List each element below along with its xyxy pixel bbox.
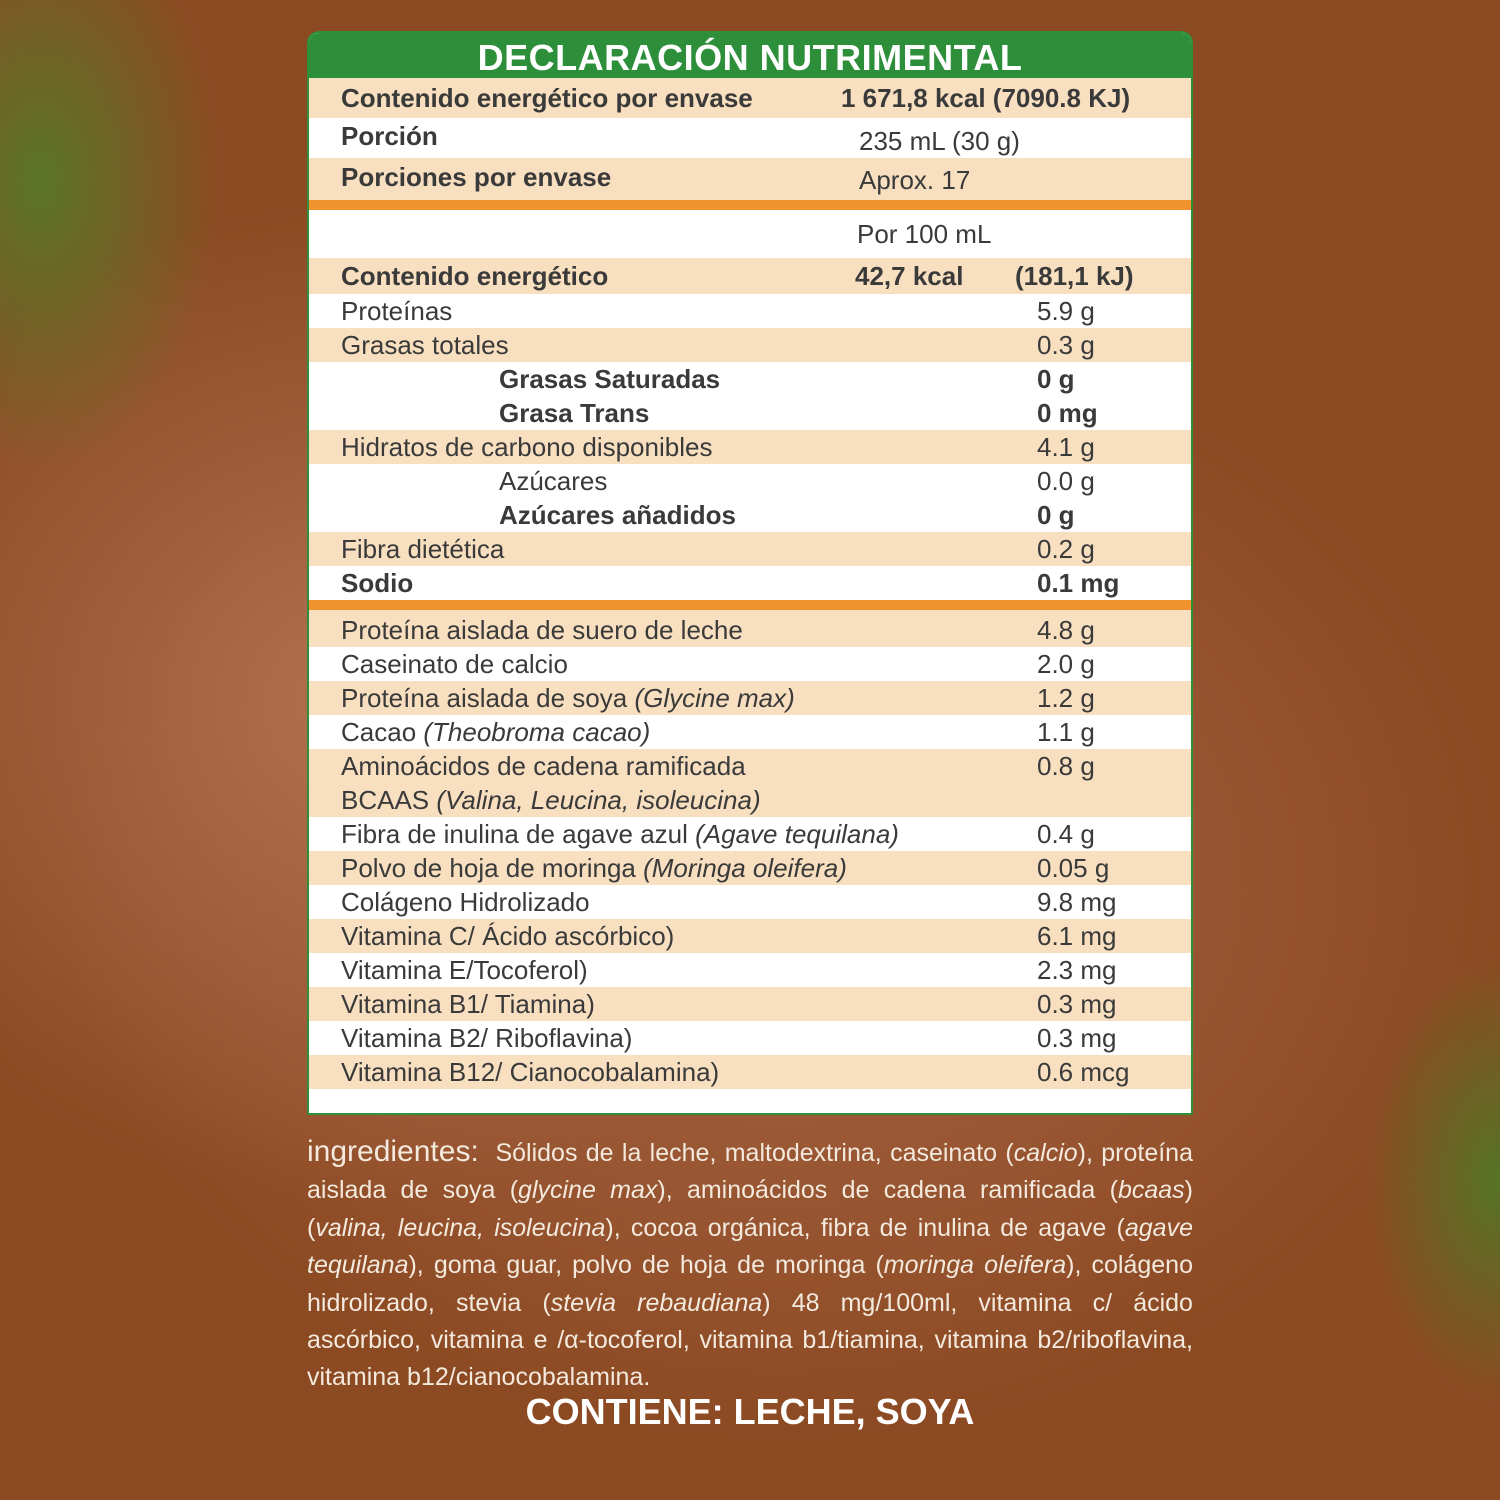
energy-package-label: Contenido energético por envase: [341, 83, 753, 113]
ingredients-text: [307, 1133, 1193, 1397]
list-item: [309, 749, 1191, 817]
component-label: Vitamina E/Tocoferol): [341, 955, 588, 985]
component-scientific-name: (Agave tequilana): [695, 819, 899, 849]
component-scientific-name: (Theobroma cacao): [423, 717, 651, 747]
list-item: [309, 362, 1191, 396]
nutrition-panel: [307, 31, 1193, 1115]
portion-value: 235 mL (30 g): [859, 126, 1020, 156]
component-value: 0.4 g: [1037, 819, 1095, 849]
nutrient-label: Grasas Saturadas: [499, 364, 721, 394]
allergen-statement: CONTIENE: LECHE, SOYA: [525, 1391, 975, 1432]
nutrient-label: Sodio: [341, 568, 414, 598]
ingredients-part: ), colágeno hidrolizado, stevia (: [307, 1251, 1193, 1317]
ingredients-part: ), cocoa orgánica, fibra de inulina de agave (: [605, 1213, 1125, 1242]
component-label: Aminoácidos de cadena ramificada: [341, 751, 746, 781]
component-label-line2: [341, 783, 761, 817]
list-item: [309, 987, 1191, 1021]
list-item: [309, 1021, 1191, 1055]
nutrient-label: Proteínas: [341, 296, 453, 326]
panel-title: DECLARACIÓN NUTRIMENTAL: [309, 33, 1191, 78]
list-item: [309, 1055, 1191, 1089]
component-label: Caseinato de calcio: [341, 649, 568, 679]
list-item: [309, 396, 1191, 430]
component-value: 0.05 g: [1037, 853, 1110, 883]
list-item: [309, 430, 1191, 464]
ingredients-heading: ingredientes:: [307, 1135, 479, 1168]
component-label: Vitamina B2/ Riboflavina): [341, 1023, 633, 1053]
list-item: [309, 817, 1191, 851]
component-scientific-name: (Moringa oleifera): [643, 853, 847, 883]
nutrient-value: 0 mg: [1037, 398, 1098, 428]
separator: [309, 600, 1191, 610]
nutrient-value: 5.9 g: [1037, 296, 1095, 326]
component-label: Vitamina B12/ Cianocobalamina): [341, 1057, 720, 1087]
list-item: [309, 919, 1191, 953]
ingredients-part: ), aminoácidos de cadena ramificada (: [657, 1176, 1118, 1205]
portions-per-package-label: Porciones por envase: [341, 162, 612, 192]
components-list: [309, 610, 1191, 1089]
component-value: 1.1 g: [1037, 717, 1095, 747]
ingredients-italic: bcaas: [1117, 1176, 1185, 1205]
nutrient-label: Hidratos de carbono disponibles: [341, 432, 713, 462]
nutrient-label: Grasas totales: [341, 330, 509, 360]
component-value: 1.2 g: [1037, 683, 1095, 713]
component-value: 2.0 g: [1037, 649, 1095, 679]
list-item: [309, 294, 1191, 328]
portions-per-package-value: Aprox. 17: [859, 165, 971, 195]
component-value: 0.8 g: [1037, 751, 1095, 781]
component-value: 6.1 mg: [1037, 921, 1117, 951]
component-name: Proteína aislada de soya: [341, 683, 628, 713]
energy-label: Contenido energético: [341, 261, 609, 291]
nutrient-value: 0.1 mg: [1037, 568, 1120, 598]
component-name: Cacao: [341, 717, 417, 747]
ingredients-italic: stevia rebaudiana: [550, 1288, 763, 1317]
portion-label: Porción: [341, 121, 438, 151]
ingredients-italic: moringa oleifera: [883, 1251, 1067, 1280]
list-item: [309, 566, 1191, 600]
list-item: [309, 532, 1191, 566]
component-label: Vitamina B1/ Tiamina): [341, 989, 595, 1019]
ingredients-italic: glycine max: [518, 1176, 658, 1205]
list-item: [309, 953, 1191, 987]
ingredients-part: ), goma guar, polvo de hoja de moringa (: [408, 1251, 884, 1280]
energy-package-row: [309, 78, 1191, 118]
nutrient-value: 0.2 g: [1037, 534, 1095, 564]
component-value: 2.3 mg: [1037, 955, 1117, 985]
ingredients-part: ) (: [307, 1176, 1193, 1242]
nutrients-list: [309, 294, 1191, 600]
ingredients-part: Sólidos de la leche, maltodextrina, caseinato (: [495, 1139, 1014, 1167]
nutrient-value: 0 g: [1037, 364, 1075, 394]
list-item: [309, 885, 1191, 919]
component-label: [341, 715, 650, 749]
component-scientific-name: (Valina, Leucina, isoleucina): [436, 785, 761, 815]
nutrient-value: 0.0 g: [1037, 466, 1095, 496]
energy-kcal: 42,7 kcal: [855, 261, 964, 291]
nutrient-value: 0 g: [1037, 500, 1075, 530]
component-value: 0.6 mcg: [1037, 1057, 1130, 1087]
list-item: [309, 328, 1191, 362]
component-value: 9.8 mg: [1037, 887, 1117, 917]
component-label: Vitamina C/ Ácido ascórbico): [341, 921, 675, 951]
nutrient-label: Grasa Trans: [499, 398, 650, 428]
per-header-row: [309, 210, 1191, 258]
energy-package-value: 1 671,8 kcal (7090.8 KJ): [841, 83, 1131, 113]
nutrient-label: Fibra dietética: [341, 534, 505, 564]
list-item: [309, 498, 1191, 532]
nutrient-value: 4.1 g: [1037, 432, 1095, 462]
portions-per-package-row: [309, 158, 1191, 200]
nutrient-label: Azúcares: [499, 466, 608, 496]
component-name: BCAAS: [341, 785, 430, 815]
component-value: 0.3 mg: [1037, 1023, 1117, 1053]
component-label: Proteína aislada de suero de leche: [341, 615, 743, 645]
list-item: [309, 851, 1191, 885]
component-name: Fibra de inulina de agave azul: [341, 819, 688, 849]
list-item: [309, 613, 1191, 647]
ingredients-part: ), proteína aislada de soya (: [307, 1139, 1193, 1205]
list-item: [309, 647, 1191, 681]
component-name: Polvo de hoja de moringa: [341, 853, 636, 883]
list-item: [309, 681, 1191, 715]
ingredients-part: ) 48 mg/100ml, vitamina c/ ácido ascórbico, vitamina e /α-tocoferol, vitamina b1/tiamina, vitamina b2/riboflavina, vitamina b12/cianocobalamina.: [307, 1288, 1193, 1392]
component-value: 4.8 g: [1037, 615, 1095, 645]
list-item: [309, 715, 1191, 749]
component-value: 0.3 mg: [1037, 989, 1117, 1019]
component-label: [341, 851, 847, 885]
energy-kj: (181,1 kJ): [1015, 261, 1134, 291]
list-item: [309, 464, 1191, 498]
ingredients-italic: valina, leucina, isoleucina: [315, 1213, 606, 1242]
per-header: Por 100 mL: [857, 219, 992, 249]
ingredients-italic: agave tequilana: [307, 1213, 1193, 1280]
ingredients-italic: calcio: [1013, 1139, 1078, 1167]
nutrient-value: 0.3 g: [1037, 330, 1095, 360]
separator: [309, 200, 1191, 210]
component-label: [341, 681, 795, 715]
component-scientific-name: (Glycine max): [634, 683, 795, 713]
component-label: [341, 817, 899, 851]
component-label: Colágeno Hidrolizado: [341, 887, 590, 917]
portion-row: [309, 118, 1191, 158]
energy-row: [309, 258, 1191, 294]
nutrient-label: Azúcares añadidos: [499, 500, 736, 530]
